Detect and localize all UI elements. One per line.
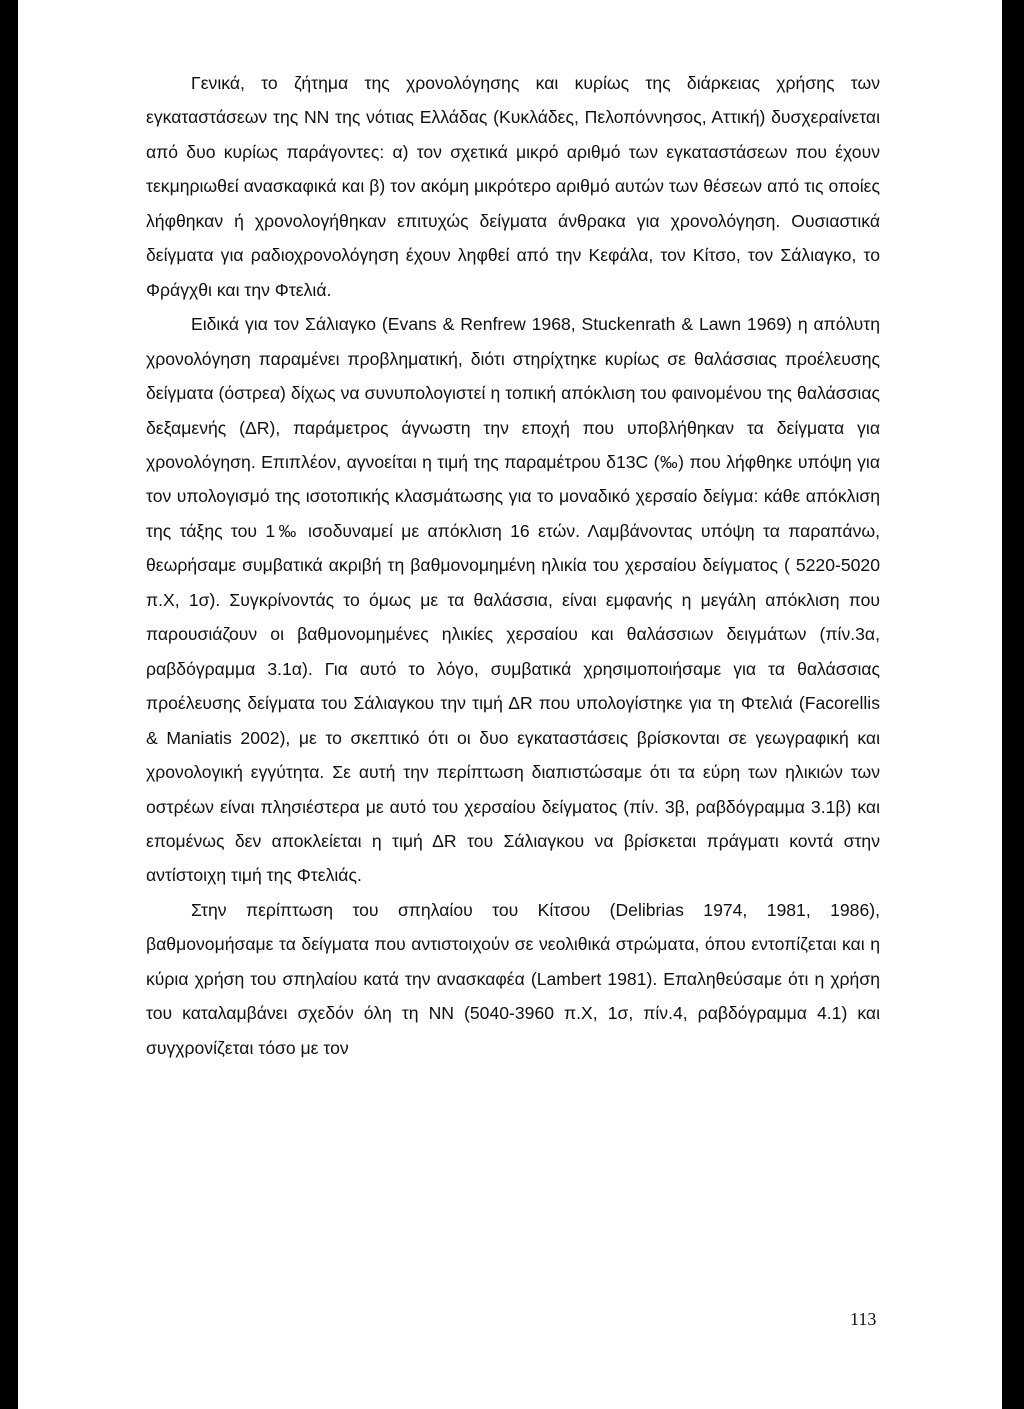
paragraph-kitsos: Στην περίπτωση του σπηλαίου του Κίτσου (Delibrias 1974, 1981, 1986), βαθμονομήσαμε τα δείγματα που αντιστοιχούν σε νεολιθικά στρώματα, όπου εντοπίζεται και η κύρια χρήση του σπηλαίου κατά την ανασκαφέα (Lambert 1981). Επαληθεύσαμε ότι η χρήση του καταλαμβάνει σχεδόν όλη τη ΝΝ (5040-3960 π.Χ, 1σ, πίν.4, ραβδόγραμμα 4.1) και συγχρονίζεται τόσο με τον <box>146 899 880 1058</box>
paragraph-saliagkos: Ειδικά για τον Σάλιαγκο (Evans & Renfrew 1968, Stuckenrath & Lawn 1969) η απόλυτη χρονολόγηση παραμένει προβληματική, διότι στηρίχτηκε κυρίως σε θαλάσσιας προέλευσης δείγματα (όστρεα) δίχως να συνυπολογιστεί η τοπική απόκλιση του φαινομένου της θαλάσσιας δεξαμενής (ΔR), παράμετρος άγνωστη την εποχή που υποβλήθηκαν τα δείγματα για χρονολόγηση. Επιπλέον, αγνοείται η τιμή της παραμέτρου δ13C (‰) που λήφθηκε υπόψη για τον υπολογισμό της ισοτοπικής κλασμάτωσης για το μοναδικό χερσαίο δείγμα: κάθε απόκλιση της τάξης του 1‰ ισοδυναμεί με απόκλιση 16 ετών. Λαμβάνοντας υπόψη τα παραπάνω, θεωρήσαμε συμβατικά ακριβή τη βαθμονομημένη ηλικία του χερσαίου δείγματος ( 5220-5020 π.Χ, 1σ). Συγκρίνοντάς το όμως με τα θαλάσσια, είναι εμφανής η μεγάλη απόκλιση που παρουσιάζουν οι βαθμονομημένες ηλικίες χερσαίου και θαλάσσιων δειγμάτων (πίν.3α, ραβδόγραμμα 3.1α). Για αυτό το λόγο, συμβατικά χρησιμοποιήσαμε για τα θαλάσσιας προέλευσης δείγματα του Σάλιαγκου την τιμή ΔR που υπολογίστηκε για τη Φτελιά (Facorellis & Maniatis 2002), με το σκεπτικό ότι οι δυο εγκαταστάσεις βρίσκονται σε γεωγραφική και χρονολογική εγγύτητα. Σε αυτή την περίπτωση διαπιστώσαμε ότι τα εύρη των ηλικιών των οστρέων είναι πλησιέστερα με αυτό του χερσαίου δείγματος (πίν. 3β, ραβδόγραμμα 3.1β) και επομένως δεν αποκλείεται η τιμή ΔR του Σάλιαγκου να βρίσκεται πράγματι κοντά στην αντίστοιχη τιμή της Φτελιάς. <box>146 314 880 886</box>
document-page <box>18 0 1002 1409</box>
body-text <box>146 66 880 1065</box>
paragraph-intro: Γενικά, το ζήτημα της χρονολόγησης και κυρίως της διάρκειας χρήσης των εγκαταστάσεων της ΝΝ της νότιας Ελλάδας (Κυκλάδες, Πελοπόννησος, Αττική) δυσχεραίνεται από δυο κυρίως παράγοντες: α) τον σχετικά μικρό αριθμό των εγκαταστάσεων που έχουν τεκμηριωθεί ανασκαφικά και β) τον ακόμη μικρότερο αριθμό αυτών των θέσεων από τις οποίες λήφθηκαν ή χρονολογήθηκαν επιτυχώς δείγματα άνθρακα για χρονολόγηση. Ουσιαστικά δείγματα για ραδιοχρονολόγηση έχουν ληφθεί από την Κεφάλα, τον Κίτσο, τον Σάλιαγκο, το Φράγχθι και την Φτελιά. <box>146 73 880 300</box>
page-number: 113 <box>850 1309 877 1329</box>
